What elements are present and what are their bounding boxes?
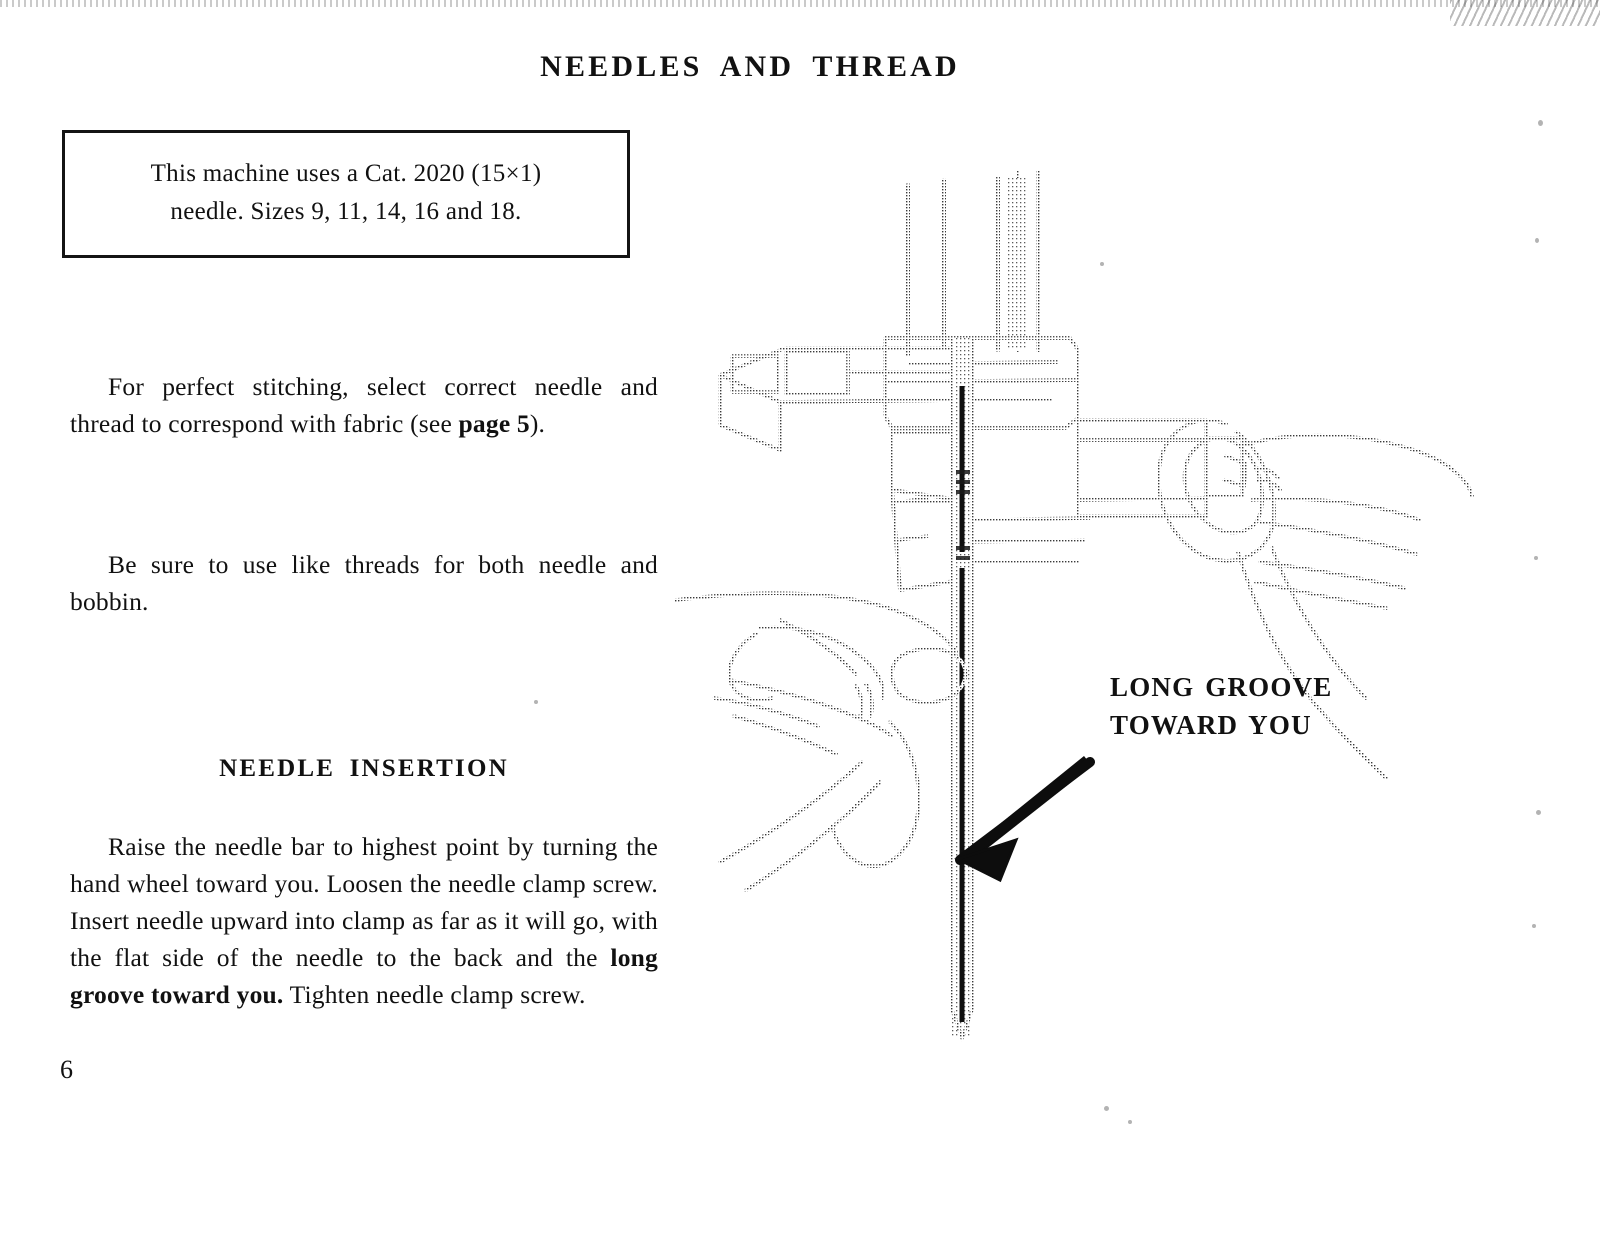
scan-speck	[1128, 1120, 1132, 1124]
scan-speck	[1538, 120, 1543, 126]
paragraph-tail: Tighten needle clamp screw.	[283, 979, 586, 1009]
figure-caption-long-groove	[1110, 668, 1332, 744]
caption-line-2: TOWARD YOU	[1110, 710, 1312, 740]
paragraph-needle-insertion	[70, 828, 658, 1013]
scan-speck	[1535, 238, 1539, 243]
scan-top-edge-artifact	[0, 0, 1600, 7]
long-groove-bold: long groove toward you.	[70, 942, 658, 1009]
scan-speck	[534, 700, 538, 704]
paragraph-tail: ).	[529, 408, 546, 438]
notice-line-1: This machine uses a Cat. 2020 (15×1)	[150, 160, 542, 187]
caption-line-1: LONG GROOVE	[1110, 672, 1333, 702]
paragraph-like-threads: Be sure to use like threads for both needle and bobbin.	[70, 549, 658, 616]
text-column	[62, 130, 672, 1009]
scan-corner-artifact	[1450, 0, 1600, 26]
scan-speck	[1532, 924, 1536, 928]
scan-speck	[1534, 556, 1538, 560]
section-heading-needle-insertion: NEEDLE INSERTION	[219, 755, 509, 782]
page-title: NEEDLES AND THREAD	[540, 50, 960, 83]
paragraph-text: For perfect stitching, select correct needle and thread to correspond with fabric (see	[70, 371, 658, 438]
scan-speck	[1536, 810, 1541, 815]
paragraph-text: Raise the needle bar to highest point by turning the hand wheel toward you. Loosen the needle clamp screw. Insert needle upward into clamp as far as it will go, with the flat side of the needle to the back and the	[70, 831, 658, 972]
clamp-plate-icon	[898, 498, 1090, 562]
left-hand-holding-needle-icon	[676, 593, 965, 890]
page-number: 6	[60, 1055, 74, 1084]
paragraph-select-needle	[70, 368, 658, 442]
scan-speck	[1104, 1106, 1109, 1111]
presser-bar-icon	[908, 180, 944, 355]
needle-insertion-illustration	[660, 150, 1480, 1070]
needle-spec-callout-box	[62, 130, 630, 258]
page-reference-bold: page 5	[458, 408, 530, 438]
notice-line-2: needle. Sizes 9, 11, 14, 16 and 18.	[170, 198, 522, 225]
needle-clamp-icon	[885, 338, 1078, 590]
arrow-pointing-down-left-icon	[956, 756, 1092, 880]
